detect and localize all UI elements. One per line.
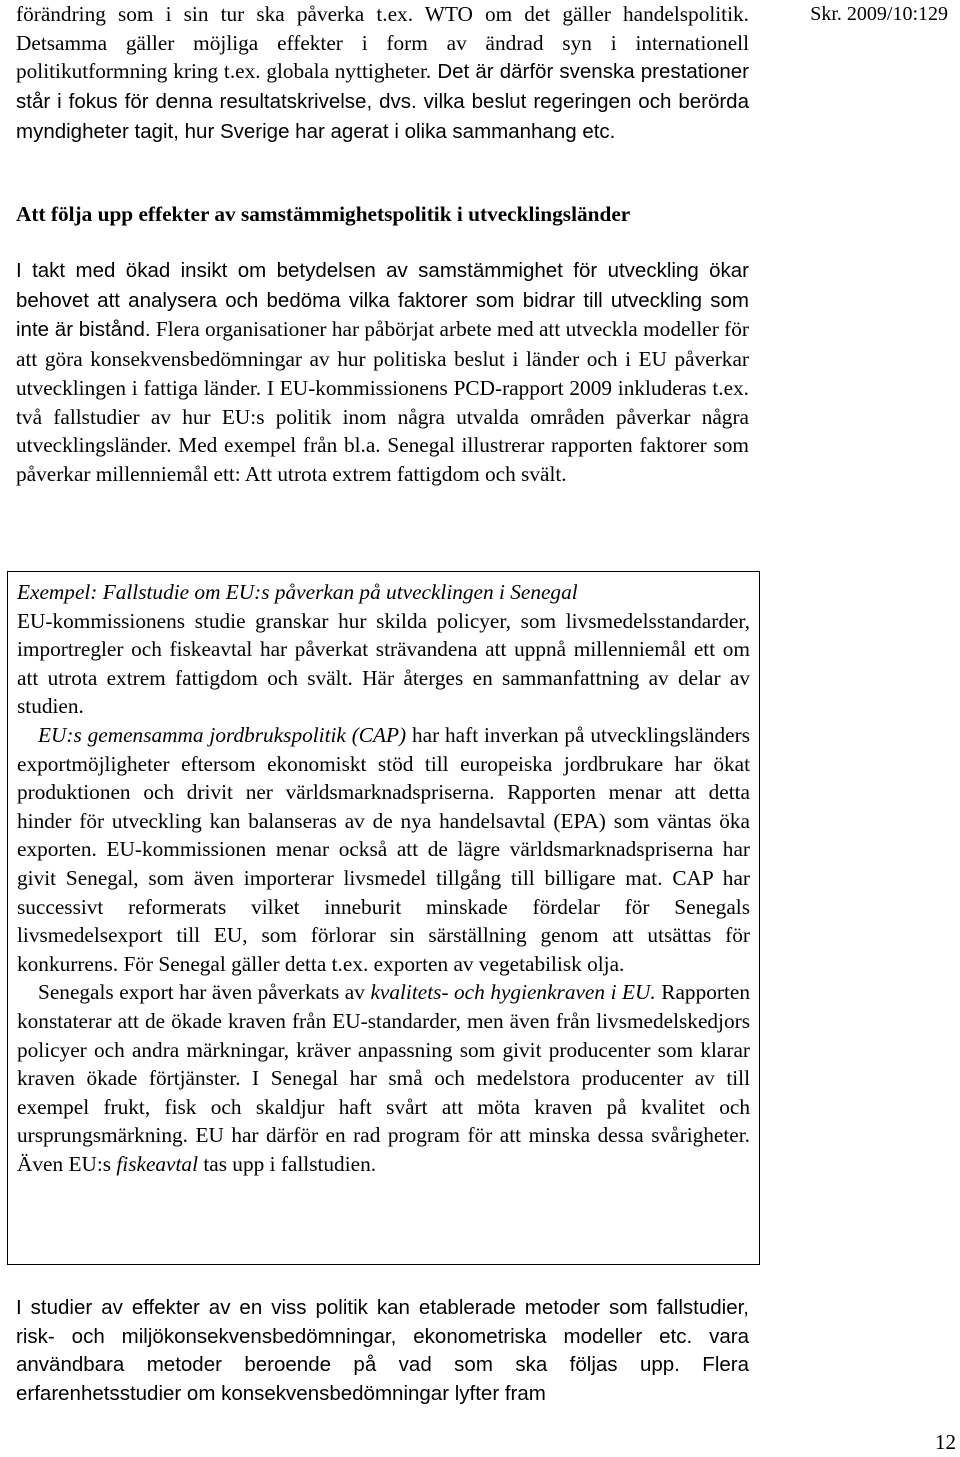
intro-text-serif: förändring som i sin tur ska påverka t.ex. WTO om det gäller handelspolitik. Detsamma gäller möjliga effekter i form av ändrad syn i internationell politikutformning kring t.ex. globala nyttigheter. [16,2,749,84]
intro-text-sans: Det är därför svenska prestationer står i fokus för denna resultatskrivelse, dvs. vilka beslut regeringen och berörda myndigheter tagit, hur Sverige har agerat i olika sammanhang etc. [16,60,749,143]
cap-term: EU:s gemensamma jordbrukspolitik (CAP) [38,722,407,747]
case-study-paragraph-2 [17,721,750,978]
case-study-paragraph-2-text: har haft inverkan på utvecklingsländers exportmöjligheter eftersom ekonomiskt stöd till europeiska jordbrukare har ökat produktionen och drivit ner världsmarknadspriserna. Rapporten menar att detta hinder för utveckling kan balanseras av de nya handelsavtal (EPA) som väntas öka exporten. EU-kommissionen menar också att de lägre världsmarknadspriserna har givit Senegal, som även importerar livsmedel tillgång till billigare mat. CAP har successivt reformerats vilket inneburit minskade fördelar för Senegals livsmedelsexport till EU, som förlorar sin särställning genom att utsättas för konkurrens. För Senegal gäller detta t.ex. exporten av vegetabilisk olja. [17,722,750,976]
case-study-title: Exempel: Fallstudie om EU:s påverkan på utvecklingen i Senegal [17,580,578,604]
intro-paragraph [16,0,749,147]
case-study-paragraph-3-end: tas upp i fallstudien. [198,1151,377,1176]
body-paragraph [16,256,749,489]
quality-requirements-term: kvalitets- och hygienkraven i EU. [370,980,656,1005]
body-text-serif: Flera organisationer har påbörjat arbete med att utveckla modeller för att göra konsekvensbedömningar av hur politiska beslut i länder och i EU påverkar utvecklingen i fattiga länder. I EU-kommissionens PCD-rapport 2009 inkluderas t.ex. två fallstudier av hur EU:s politik inom några utvalda områden påverkar några utvecklingsländer. Med exempel från bl.a. Senegal illustrerar rapporten faktorer som påverkar millenniemål ett: Att utrota extrem fattigdom och svält. [16,317,749,486]
fisheries-agreement-term: fiskeavtal [116,1151,198,1176]
case-study-paragraph-3-start: Senegals export har även påverkats av [38,980,371,1005]
case-study-content [17,578,750,1178]
section-heading: Att följa upp effekter av samstämmighetspolitik i utvecklingsländer [16,202,631,226]
case-study-paragraph-1: EU-kommissionens studie granskar hur skilda policyer, som livsmedelsstandarder, importregler och fiskeavtal har påverkat strävandena att uppnå millenniemål ett om att utrota extrem fattigdom och svält. Här återges en sammanfattning av delar av studien. [17,608,750,719]
case-study-paragraph-3-text: Rapporten konstaterar att de ökade kraven från EU-standarder, men även från livsmedelskedjors policyer och andra märkningar, kräver anpassning som givit producenter som klarar kraven ökade förtjänster. I Senegal har små och medelstora producenter av till exempel frukt, fisk och skaldjur haft svårt att möta kraven på kvalitet och ursprungsmärkning. EU har därför en rad program för att minska dessa svårigheter. Även EU:s [17,980,750,1176]
document-reference: Skr. 2009/10:129 [810,3,948,25]
conclusion-paragraph: I studier av effekter av en viss politik kan etablerade metoder som fallstudier, risk- och miljökonsekvensbedömningar, ekonometriska modeller etc. vara användbara metoder beroende på vad som ska följas upp. Flera erfarenhetsstudier om konsekvensbedömningar lyfter fram [16,1296,749,1406]
case-study-paragraph-3 [17,978,750,1178]
page-number: 12 [935,1430,956,1454]
body-text-sans: I takt med ökad insikt om betydelsen av samstämmighet för utveckling ökar behovet att analysera och bedöma vilka faktorer som bidrar till utveckling som inte är bistånd. [16,259,749,342]
case-study-box [7,571,760,1265]
